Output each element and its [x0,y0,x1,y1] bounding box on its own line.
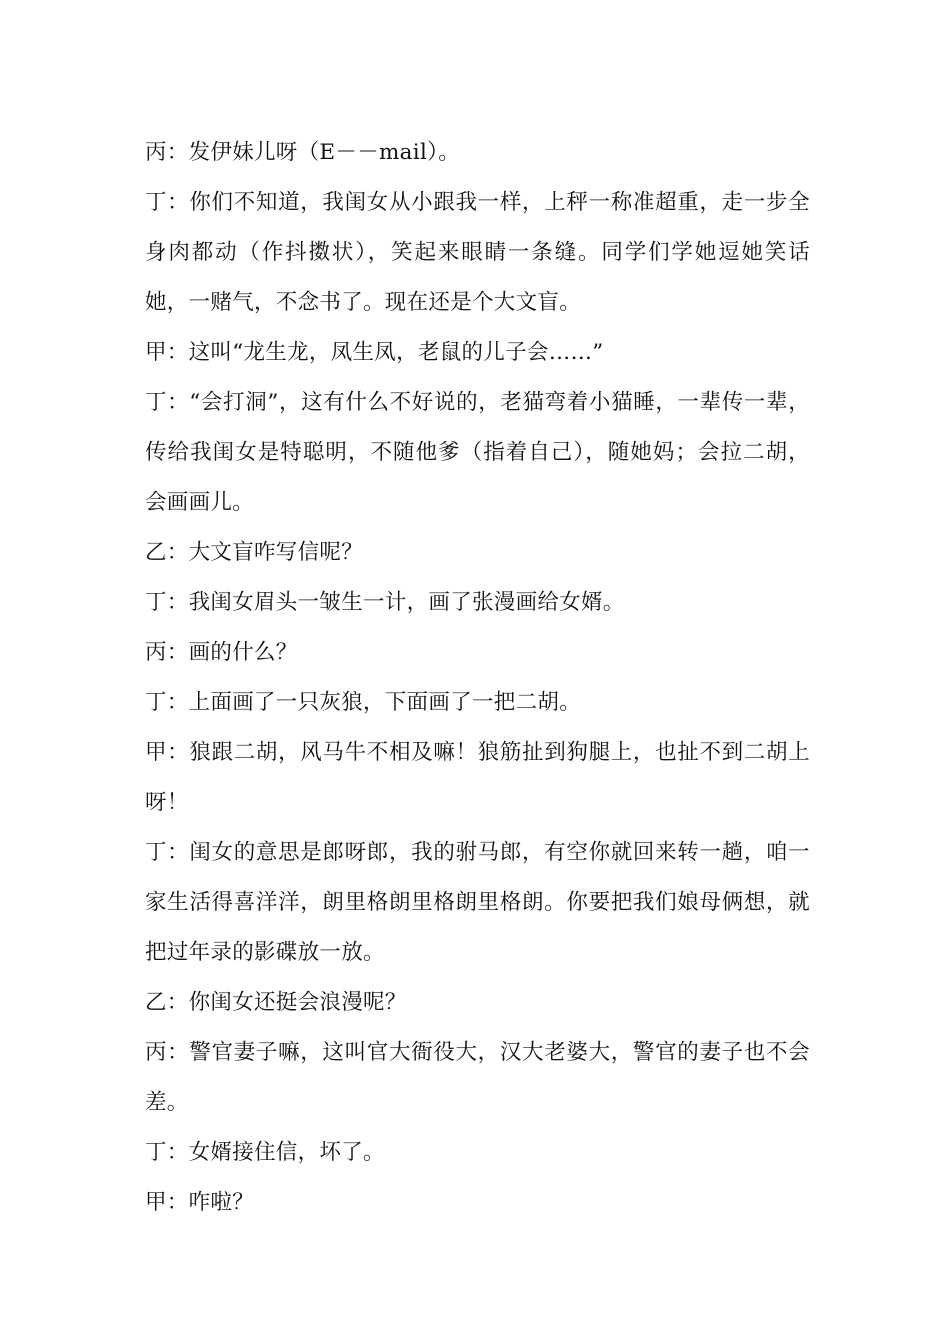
dialogue-line: 乙：大文盲咋写信呢？ [145,540,364,565]
dialogue-line: 丁：我闺女眉头一皱生一计，画了张漫画给女婿。 [145,590,625,615]
dialogue-line: 乙：你闺女还挺会浪漫呢？ [145,990,407,1015]
dialogue-line: 丁：女婿接住信，坏了。 [145,1140,385,1165]
dialogue-line: 丙：画的什么？ [145,640,298,665]
dialogue-line: 丙：发伊妹儿呀（E－－mail）。 [145,140,461,165]
dialogue-line: 甲：这叫“龙生龙，凤生凤，老鼠的儿子会……” [145,340,604,365]
dialogue-line: 丁：你们不知道，我闺女从小跟我一样，上秤一称准超重，走一步全身肉都动（作抖擞状），笑起来眼睛一条缝。同学们学她逗她笑话她，一赌气，不念书了。现在还是个大文盲。 [145,190,810,315]
dialogue-line: 甲：咋啦？ [145,1190,255,1215]
dialogue-line: 丁：上面画了一只灰狼，下面画了一把二胡。 [145,690,582,715]
dialogue-line: 丁：“会打洞”，这有什么不好说的，老猫弯着小猫睡，一辈传一辈，传给我闺女是特聪明，不随他爹（指着自己），随她妈；会拉二胡，会画画儿。 [145,390,810,515]
document-body [145,128,810,1228]
dialogue-line: 丁：闺女的意思是郎呀郎，我的驸马郎，有空你就回来转一趟，咱一家生活得喜洋洋，朗里格朗里格朗里格朗。你要把我们娘母俩想，就把过年录的影碟放一放。 [145,840,810,965]
dialogue-line: 丙：警官妻子嘛，这叫官大衙役大，汉大老婆大，警官的妻子也不会差。 [145,1040,810,1115]
dialogue-line: 甲：狼跟二胡，风马牛不相及嘛！狼筋扯到狗腿上，也扯不到二胡上呀！ [145,740,810,815]
